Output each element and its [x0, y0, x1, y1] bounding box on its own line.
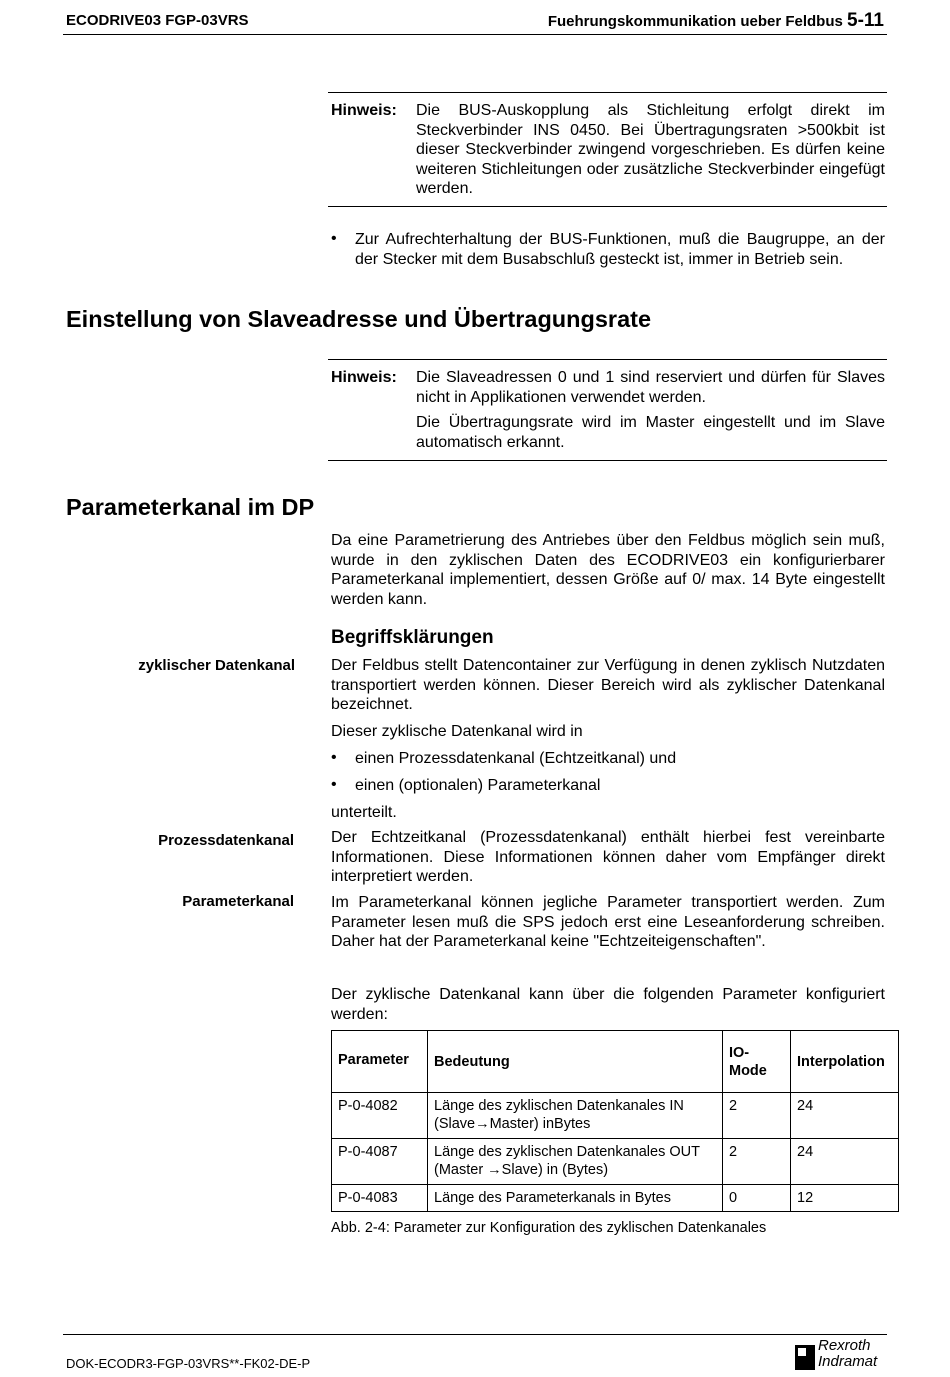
side-label-parameter: Parameterkanal [182, 893, 294, 910]
logo-text-line2: Indramat [818, 1353, 878, 1370]
table-header-io-mode: IO-Mode [723, 1031, 791, 1093]
body-p5: Im Parameterkanal können jegliche Parameter transportiert werden. Zum Parameter lesen muß die SPS jedoch erst eine Leseanforderung schreiben. Daher hat der Parameterkanal keine "Echtzeiteigenschaften". [331, 894, 885, 950]
note1-bottom-rule [328, 206, 887, 207]
table-cell: P-0-4083 [332, 1185, 428, 1212]
bullet1-text: Zur Aufrechterhaltung der BUS-Funktionen, muß die Baugruppe, an der der Stecker mit dem Busabschluß gesteckt ist, immer in Betrieb sein. [355, 231, 885, 268]
section2-title: Parameterkanal im DP [66, 494, 315, 520]
rexroth-indramat-logo [794, 1338, 886, 1372]
header-page-number: 5-11 [847, 10, 884, 31]
note2-label: Hinweis: [331, 369, 397, 386]
table-header-bedeutung: Bedeutung [428, 1031, 723, 1093]
bullet1-dot: • [331, 230, 337, 247]
body-p3: unterteilt. [331, 804, 397, 821]
subsection-title: Begriffsklärungen [331, 627, 494, 648]
table-cell: 2 [723, 1139, 791, 1185]
section1-title: Einstellung von Slaveadresse und Übertragungsrate [66, 306, 652, 332]
table-cell: Länge des zyklischen Datenkanales IN (Slave→Master) inBytes [428, 1093, 723, 1139]
body-p4: Der Echtzeitkanal (Prozessdatenkanal) enthält hierbei fest vereinbarte Informationen. Diese Informationen können daher vom Empfänger direkt interpretiert werden. [331, 829, 885, 885]
table-header-parameter: Parameter [332, 1031, 428, 1093]
body-p6: Der zyklische Datenkanal kann über die folgenden Parameter konfiguriert werden: [331, 986, 885, 1023]
table-header-interpolation: Interpolation [791, 1031, 899, 1093]
table-cell: 2 [723, 1093, 791, 1139]
table-header-row [332, 1031, 899, 1093]
header-chapter [548, 10, 884, 32]
table-cell: Länge des Parameterkanals in Bytes [428, 1185, 723, 1212]
table-row [332, 1139, 899, 1185]
note2-bottom-rule [328, 460, 887, 461]
table-cell: Länge des zyklischen Datenkanales OUT (Master →Slave) in (Bytes) [428, 1139, 723, 1185]
note1-label: Hinweis: [331, 102, 397, 119]
note2-text1: Die Slaveadressen 0 und 1 sind reserviert und dürfen für Slaves nicht in Applikationen verwendet werden. [416, 369, 885, 406]
note2-text2: Die Übertragungsrate wird im Master eingestellt und im Slave automatisch erkannt. [416, 414, 885, 451]
footer-rule [63, 1334, 887, 1335]
footer-doc-id: DOK-ECODR3-FGP-03VRS**-FK02-DE-P [66, 1356, 311, 1371]
note1-text: Die BUS-Auskopplung als Stichleitung erfolgt direkt im Steckverbinder INS 0450. Bei Übertragungsraten >500kbit ist dieser Steckverbinder zwingend vorgeschrieben. Es dürfen keine weiteren Stichleitungen oder zusätzliche Steckverbinder eingefügt werden. [416, 102, 885, 197]
header-doc-title: ECODRIVE03 FGP-03VRS [66, 12, 249, 29]
body-p2: Dieser zyklische Datenkanal wird in [331, 723, 583, 740]
table-cell: 0 [723, 1185, 791, 1212]
side-label-prozess: Prozessdatenkanal [158, 832, 294, 849]
logo-text-line1: Rexroth [818, 1337, 871, 1354]
table-row [332, 1093, 899, 1139]
body-bullet1-dot: • [331, 749, 337, 766]
header-rule [63, 34, 887, 35]
table-cell: 12 [791, 1185, 899, 1212]
table-row [332, 1185, 899, 1212]
table-cell: P-0-4082 [332, 1093, 428, 1139]
table-cell: 24 [791, 1139, 899, 1185]
body-bullet2: einen (optionalen) Parameterkanal [355, 777, 601, 794]
note1-top-rule [328, 92, 887, 93]
parameter-table [331, 1030, 899, 1212]
note2-top-rule [328, 359, 887, 360]
side-label-zyklisch: zyklischer Datenkanal [138, 657, 295, 674]
body-bullet2-dot: • [331, 776, 337, 793]
body-p1: Der Feldbus stellt Datencontainer zur Verfügung in denen zyklisch Nutzdaten transportiert werden können. Dieser Bereich wird als zyklischer Datenkanal bezeichnet. [331, 657, 885, 713]
section2-intro: Da eine Parametrierung des Antriebes über den Feldbus möglich sein muß, wurde in den zyklischen Daten des ECODRIVE03 ein konfigurierbarer Parameterkanal implementiert, dessen Größe auf 0/ max. 14 Byte eingestellt werden kann. [331, 532, 885, 608]
table-cell: P-0-4087 [332, 1139, 428, 1185]
body-bullet1: einen Prozessdatenkanal (Echtzeitkanal) und [355, 750, 677, 767]
header-chapter-title: Fuehrungskommunikation ueber Feldbus [547, 13, 843, 30]
table-caption: Abb. 2-4: Parameter zur Konfiguration des zyklischen Datenkanales [331, 1220, 767, 1236]
table-cell: 24 [791, 1093, 899, 1139]
